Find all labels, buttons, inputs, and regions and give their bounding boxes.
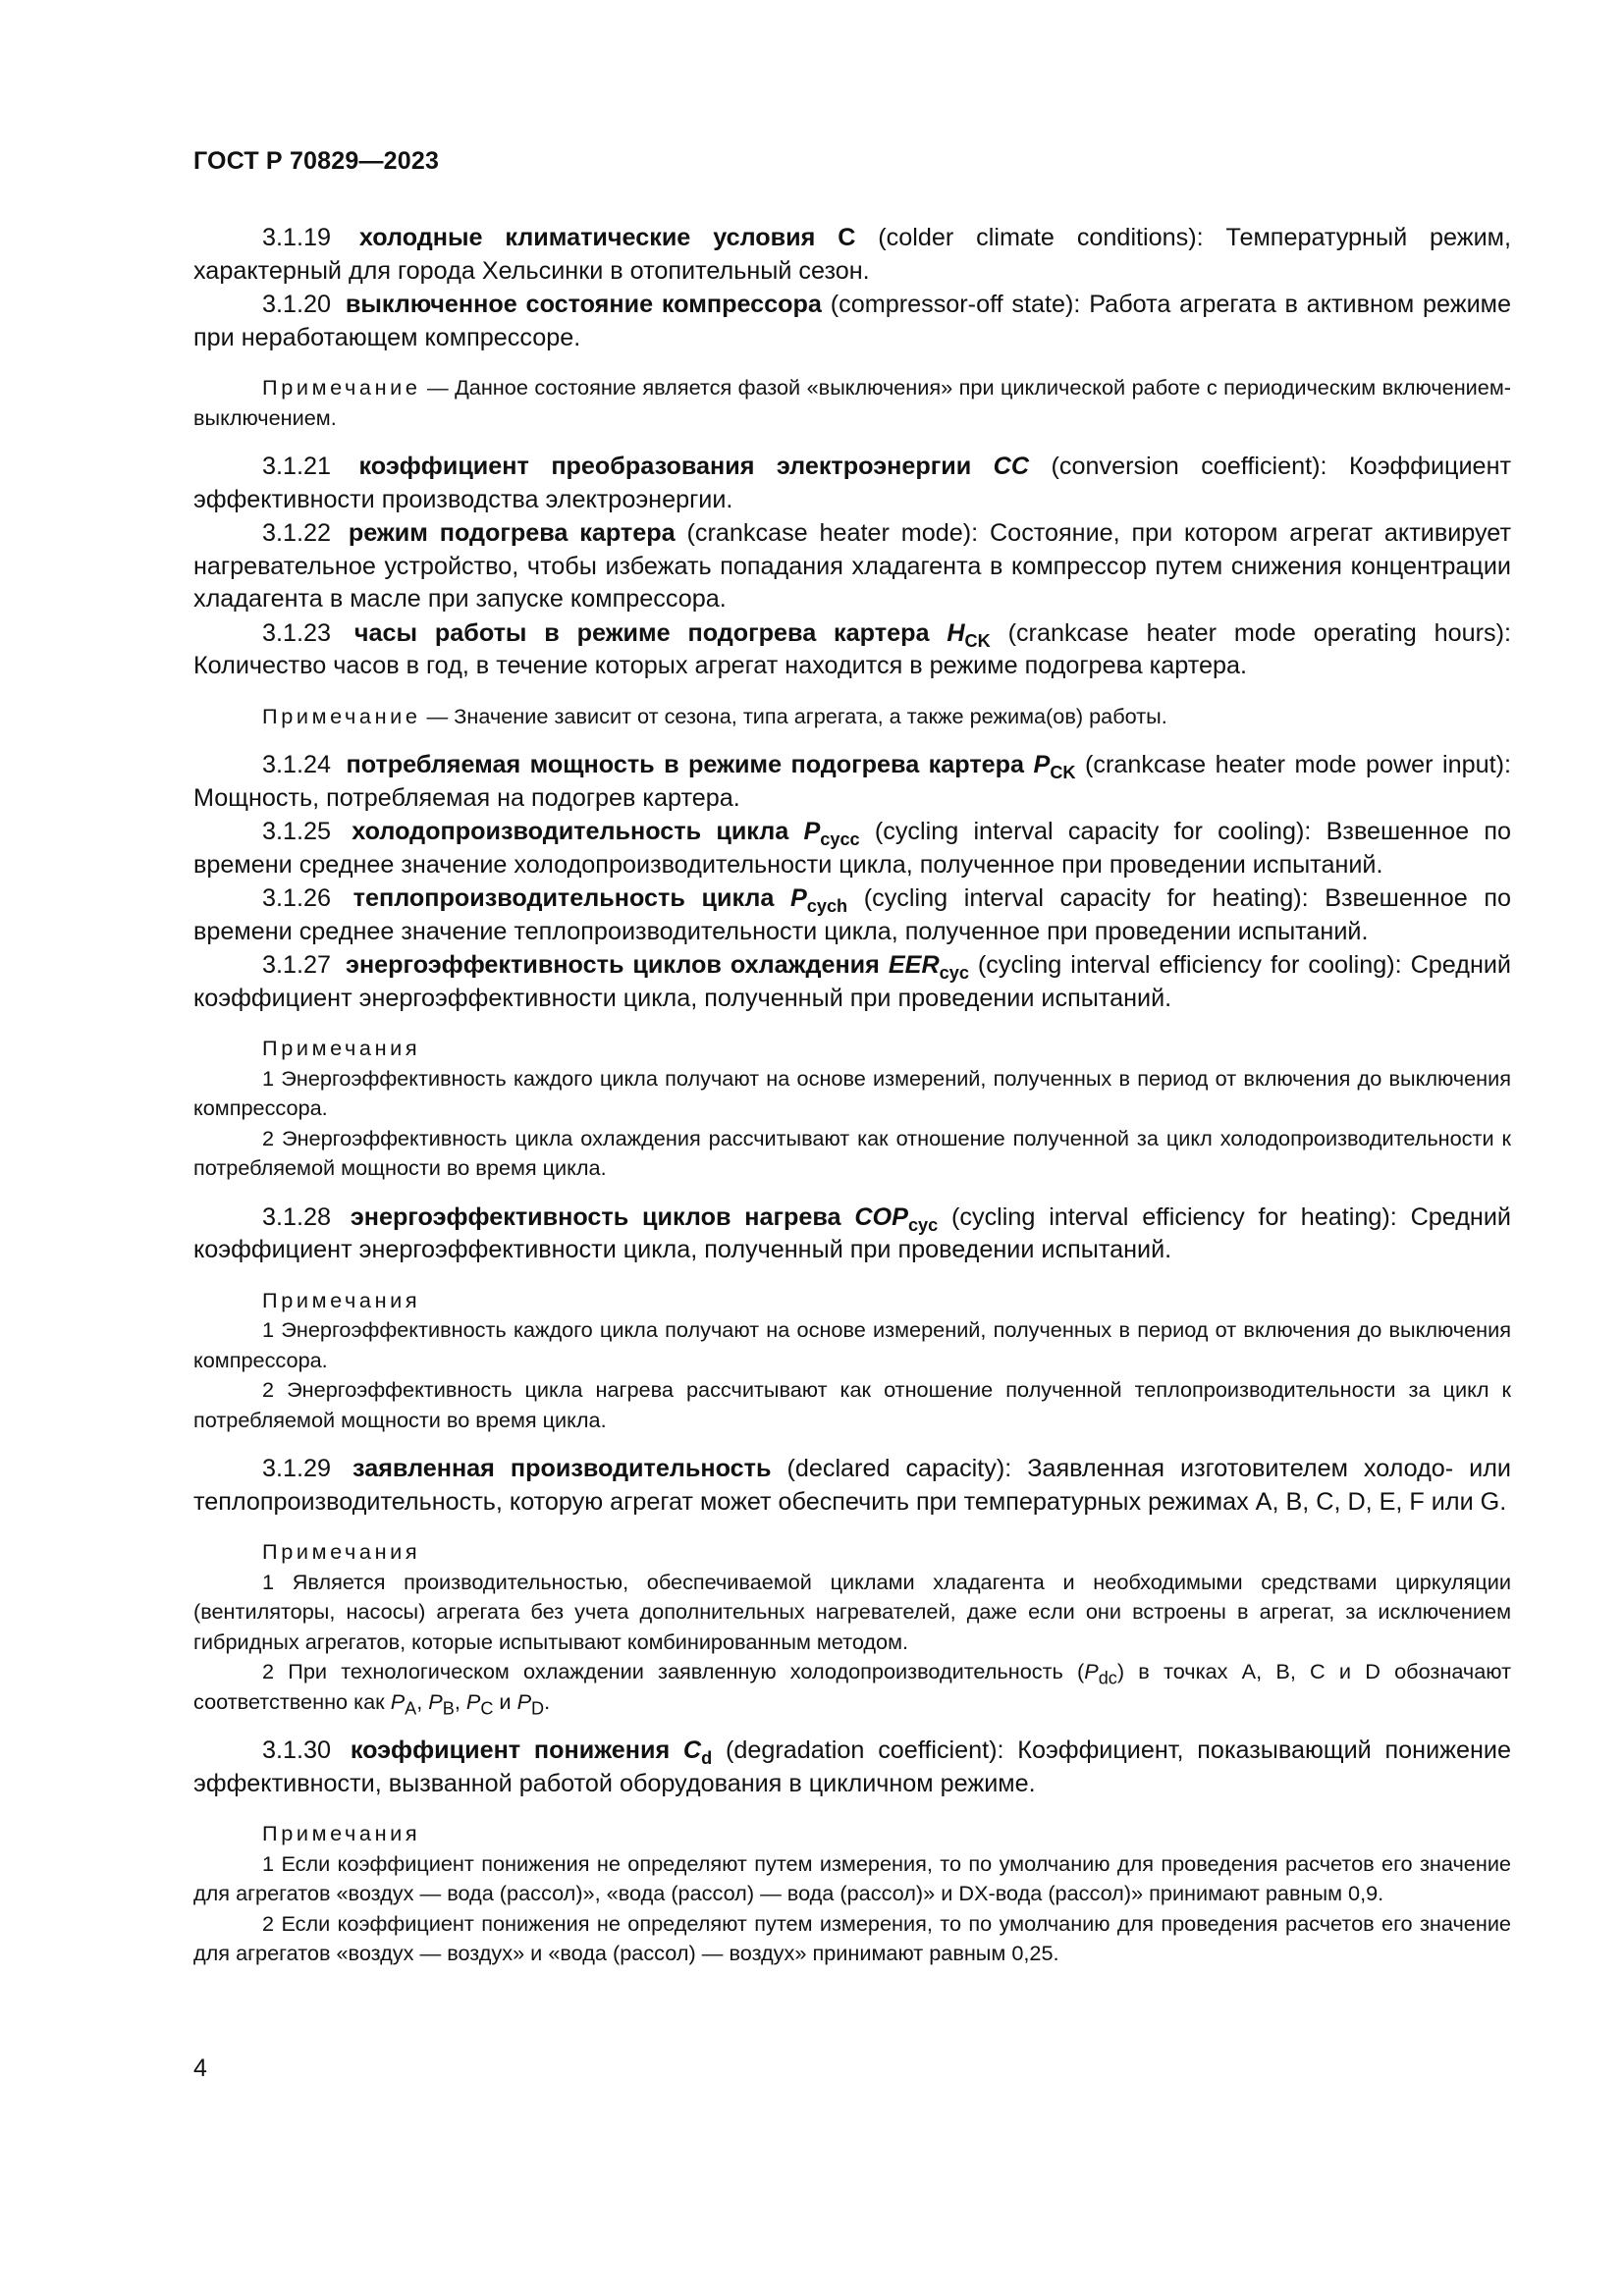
note-item: 1 Если коэффициент понижения не определяют путем измерения, то по умолчанию для проведения расчетов его значение для агрегатов «воздух — вода (рассол)», «вода (рассол) — вода (рассол)» и DX-вода (рассол)» принимают равным 0,9. (193, 1850, 1511, 1905)
note-label: Примечания (262, 1539, 421, 1564)
term-number: 3.1.25 (262, 818, 332, 845)
note-item: 1 Энергоэффективность каждого цикла получают на основе измерений, полученных в период от включения до выключения компрессора. (193, 1065, 1511, 1120)
term-3-1-28 (193, 1201, 1511, 1267)
term-number: 3.1.23 (262, 618, 332, 647)
term-3-1-25 (193, 816, 1511, 881)
term-number: 3.1.24 (262, 751, 332, 778)
notes-3-1-30 (193, 1819, 1511, 1849)
note-label: Примечания (262, 1036, 421, 1060)
note-text: — Данное состояние является фазой «выключения» при циклической работе с периодическим включением-выключением. (193, 375, 1511, 430)
note-text: — Значение зависит от сезона, типа агрегата, а также режима(ов) работы. (420, 703, 1167, 728)
note-item: 1 Является производительностью, обеспечиваемой циклами хладагента и необходимыми средствами циркуляции (вентиляторы, насосы) агрегата без учета дополнительных нагревателей, даже если они встроены в агрегат, за исключением гибридных агрегатов, которые испытывают комбинированным методом. (193, 1569, 1511, 1654)
note-item: 2 Если коэффициент понижения не определяют путем измерения, то по умолчанию для проведения расчетов его значение для агрегатов «воздух — воздух» и «вода (рассол) — воздух» принимают равным 0,25. (193, 1910, 1511, 1965)
term-name: энергоэффективность циклов охлаждения (346, 951, 889, 979)
term-definition: (declared capacity): Заявленная изготовителем холодо- или теплопроизводительность, которую агрегат может обеспечить при температурных режимах А, В, С, D, E, F или G. (193, 1455, 1512, 1516)
term-number: 3.1.30 (262, 1736, 332, 1764)
term-name: режим подогрева картера (348, 519, 676, 547)
term-number: 3.1.22 (262, 519, 332, 547)
note-3-1-20 (193, 373, 1511, 433)
note-item: 2 Энергоэффективность цикла охлаждения рассчитывают как отношение полученной за цикл холодопроизводительности к потребляемой мощности во время цикла. (193, 1125, 1511, 1180)
note-item: 2 При технологическом охлаждении заявленную холодопроизводительность $(P_{dc})$ в точках А, В, С и D обозначают соответственно как $P_A$, $P_B$, $P_C$ и $P_D$. (193, 1659, 1512, 1718)
notes-3-1-29 (193, 1537, 1511, 1568)
term-definition: (cycling interval efficiency for heating): Средний коэффициент энергоэффективности цикла, полученный при проведении испытаний. (193, 1202, 1511, 1263)
term-number: 3.1.19 (262, 224, 332, 251)
term-number: 3.1.27 (262, 951, 332, 979)
note-label: Примечания (262, 1821, 421, 1845)
page-number: 4 (193, 2055, 207, 2082)
notes-3-1-27 (193, 1034, 1511, 1064)
term-symbol: $C_d$ (682, 1736, 713, 1769)
term-name: коэффициент понижения (350, 1736, 683, 1764)
note-item: 2 Энергоэффективность цикла нагрева рассчитывают как отношение полученной теплопроизводительности за цикл к потребляемой мощности во время цикла. (193, 1377, 1511, 1432)
term-symbol: $P_{cych}$ (789, 884, 848, 917)
term-symbol: $EER_{cyc}$ (888, 951, 969, 984)
note-label: Примечание (262, 375, 421, 400)
term-name: холодопроизводительность цикла (352, 818, 804, 845)
term-number: 3.1.21 (262, 453, 332, 480)
term-3-1-22 (193, 517, 1511, 616)
term-name: потребляемая мощность в режиме подогрева картера (346, 751, 1034, 778)
term-3-1-29 (193, 1453, 1511, 1519)
term-definition: (cycling interval capacity for heating): Взвешенное по времени среднее значение теплопроизводительности цикла, полученное при проведении испытаний. (193, 884, 1511, 945)
term-definition: (compressor-off state): Работа агрегата в активном режиме при неработающем компрессоре. (193, 291, 1511, 351)
notes-3-1-28 (193, 1286, 1511, 1316)
term-name: холодные климатические условия С (358, 224, 856, 251)
term-name: коэффициент преобразования электроэнергии (358, 453, 994, 480)
term-symbol: $P_{cycc}$ (803, 818, 860, 850)
term-3-1-23 (193, 617, 1511, 683)
term-symbol: $P_{CK}$ (1033, 751, 1076, 783)
term-symbol: СС (993, 453, 1030, 480)
note-item: 1 Энергоэффективность каждого цикла получают на основе измерений, полученных в период от включения до выключения компрессора. (193, 1317, 1511, 1372)
term-definition: (cycling interval capacity for cooling): Взвешенное по времени среднее значение холодопроизводительности цикла, полученное при проведении испытаний. (193, 818, 1511, 879)
term-3-1-21 (193, 451, 1511, 516)
note-label: Примечание (262, 703, 421, 728)
term-definition: (conversion coefficient): Коэффициент эффективности производства электроэнергии. (193, 453, 1512, 513)
document-header: ГОСТ Р 70829—2023 (193, 147, 440, 175)
term-definition: (degradation coefficient): Коэффициент, показывающий понижение эффективности, вызванной работой оборудования в цикличном режиме. (193, 1736, 1511, 1797)
term-3-1-26 (193, 882, 1511, 948)
term-definition: (crankcase heater mode): Состояние, при котором агрегат активирует нагревательное устройство, чтобы избежать попадания хладагента в компрессор путем снижения концентрации хладагента в масле при запуске компрессора. (193, 519, 1512, 613)
term-3-1-20 (193, 289, 1511, 354)
term-number: 3.1.26 (262, 884, 332, 912)
term-number: 3.1.20 (262, 291, 332, 318)
term-name: заявленная производительность (352, 1455, 772, 1482)
term-symbol: $COP_{cyc}$ (854, 1202, 939, 1235)
term-number: 3.1.28 (262, 1202, 332, 1231)
term-name: теплопроизводительность цикла (352, 884, 790, 912)
term-name: выключенное состояние компрессора (345, 291, 822, 318)
term-symbol: $H_{CK}$ (947, 618, 991, 651)
term-3-1-24 (193, 749, 1511, 815)
term-3-1-27 (193, 949, 1511, 1015)
term-definition: (crankcase heater mode operating hours): Количество часов в год, в течение которых агрегат находится в режиме подогрева картера. (193, 618, 1511, 679)
term-definition: (colder climate conditions): Температурный режим, характерный для города Хельсинки в отопительный сезон. (193, 224, 1511, 285)
term-definition: (cycling interval efficiency for cooling): Средний коэффициент энергоэффективности цикла, полученный при проведении испытаний. (193, 951, 1511, 1012)
term-number: 3.1.29 (262, 1455, 332, 1482)
note-label: Примечания (262, 1287, 421, 1312)
document-body (193, 222, 1511, 1969)
term-definition: (crankcase heater mode power input): Мощность, потребляемая на подогрев картера. (193, 751, 1512, 812)
note-3-1-23 (193, 702, 1511, 732)
term-3-1-19 (193, 222, 1511, 288)
term-name: часы работы в режиме подогрева картера (353, 618, 947, 647)
term-name: энергоэффективность циклов нагрева (350, 1202, 855, 1231)
term-3-1-30 (193, 1735, 1511, 1800)
